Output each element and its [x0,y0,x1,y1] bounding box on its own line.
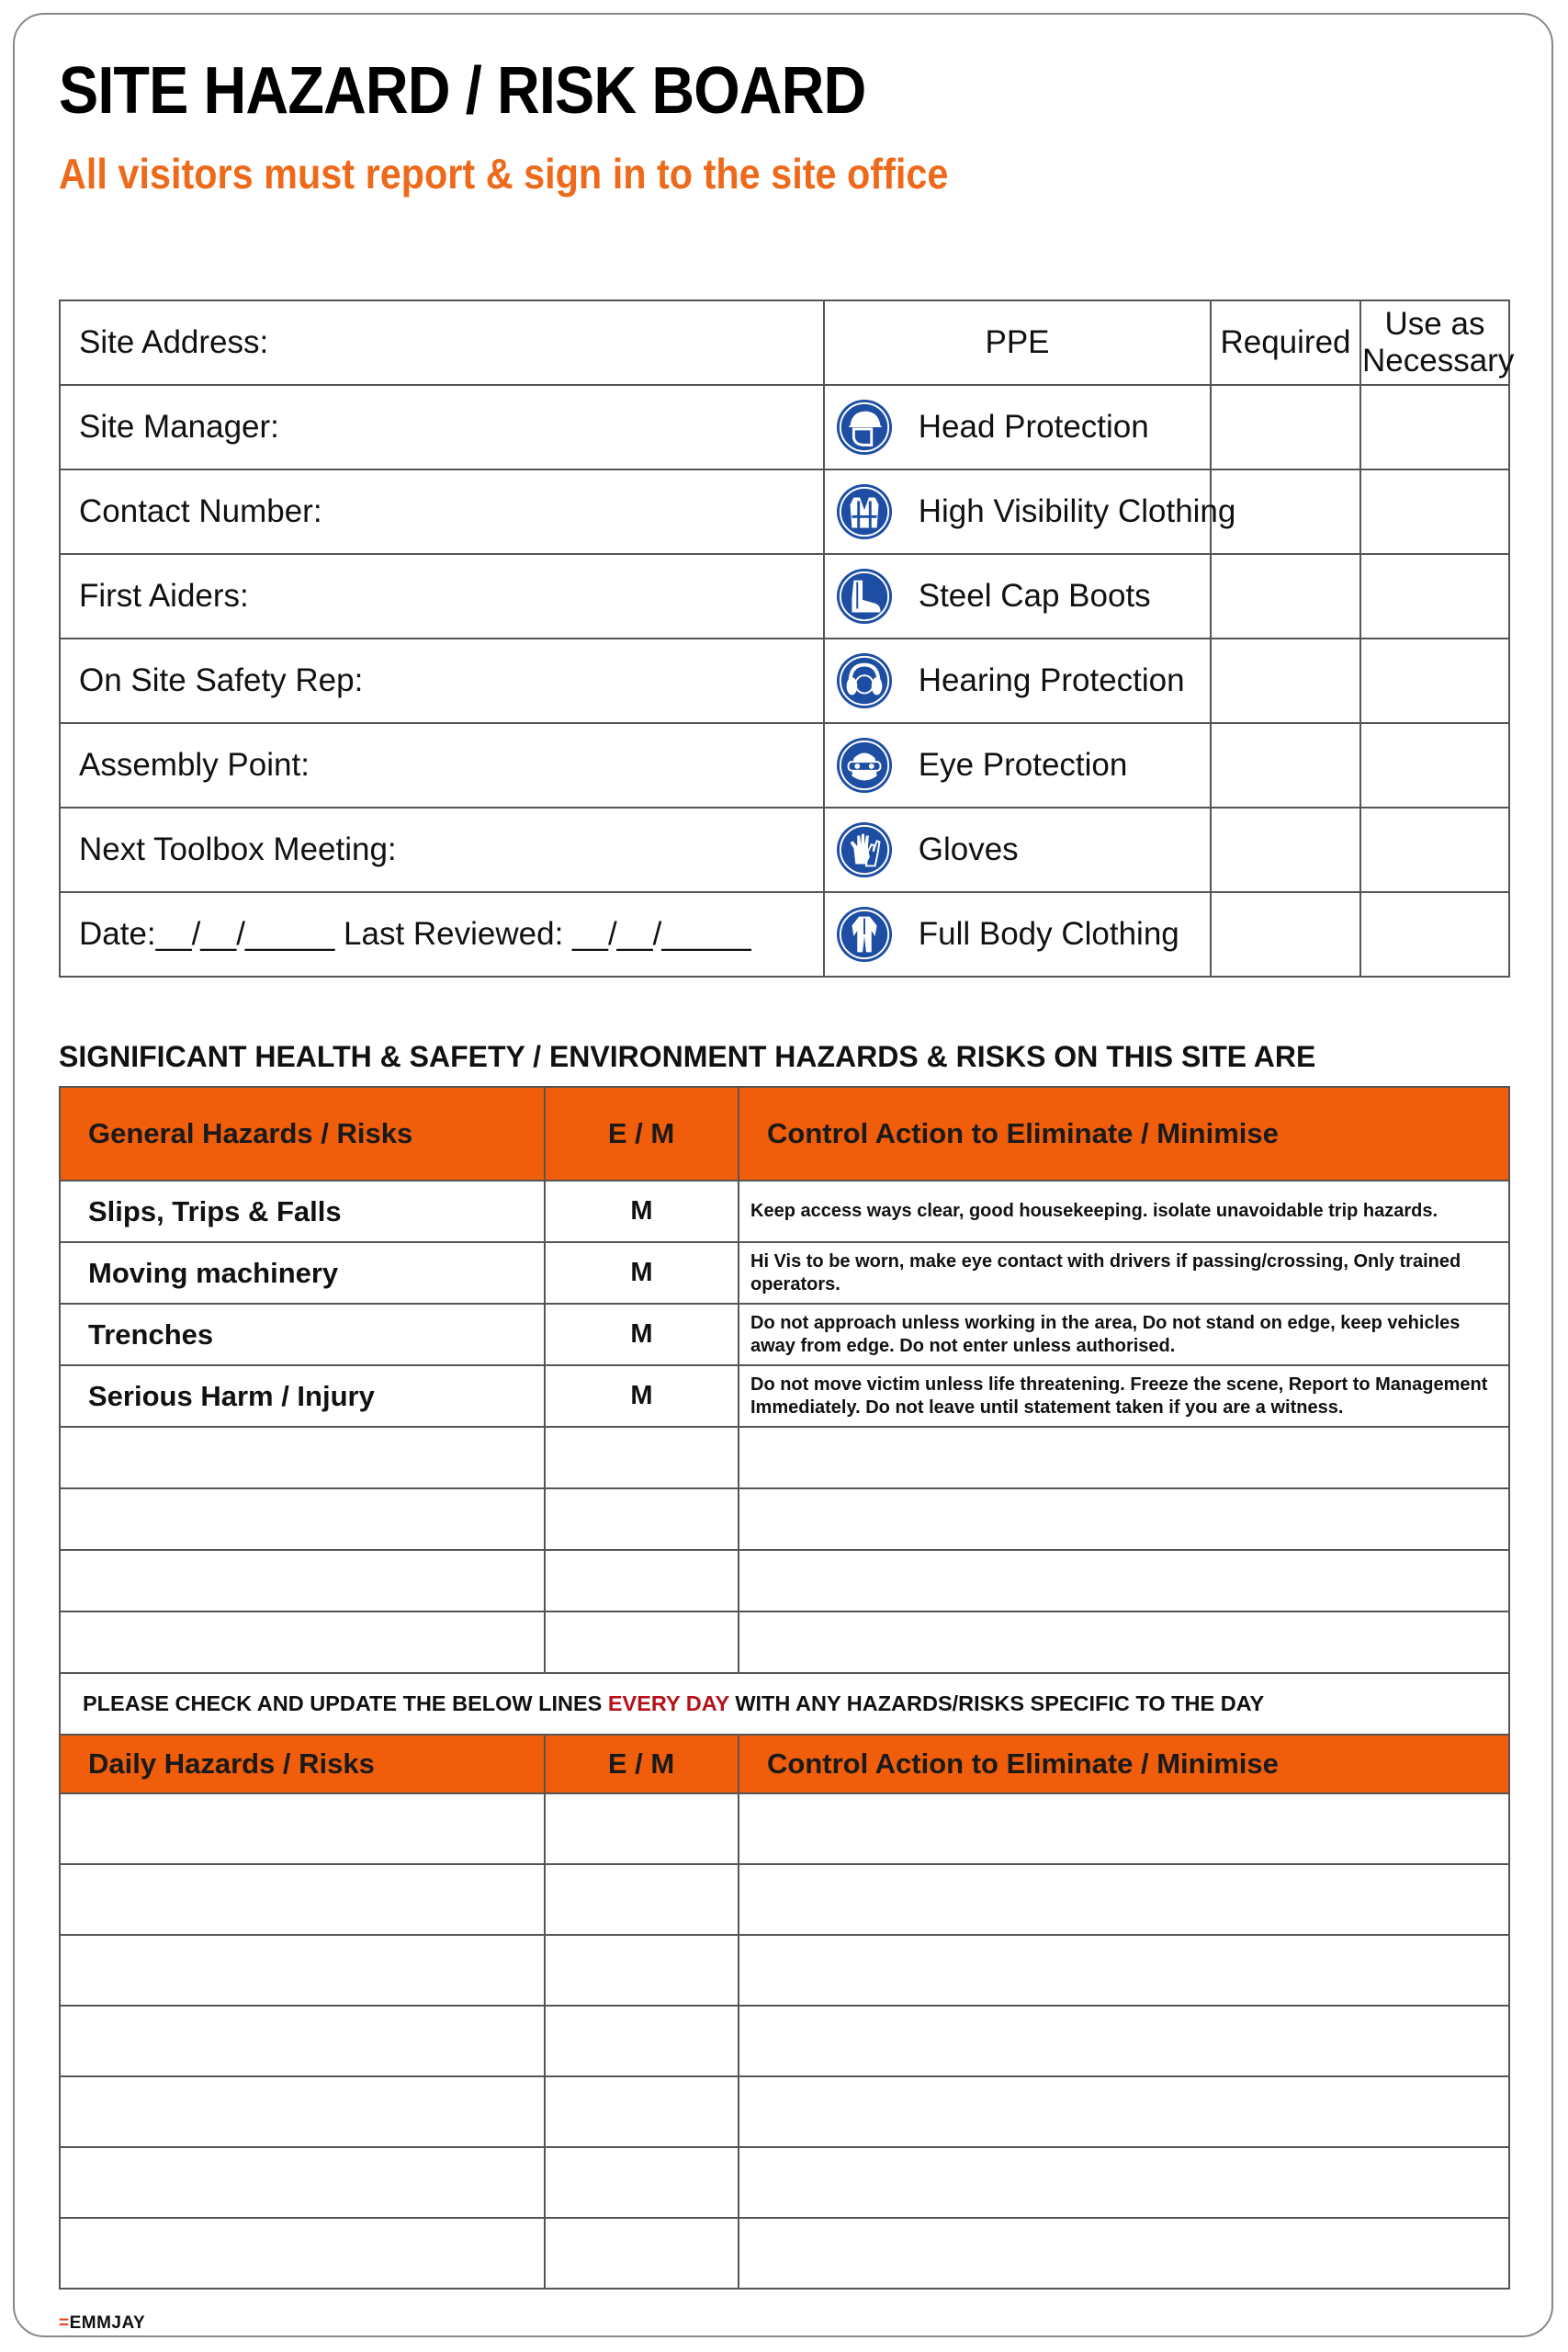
hazard-control: Hi Vis to be worn, make eye contact with drivers if passing/crossing, Only trained operators. [739,1242,1509,1304]
use-as-necessary-checkbox-cell[interactable] [1360,385,1509,469]
brand-logo [59,2313,145,2334]
blank-cell[interactable] [545,1935,739,2006]
empty-row [60,1488,1509,1550]
blank-cell[interactable] [545,2076,739,2147]
use-as-necessary-checkbox-cell[interactable] [1360,554,1509,639]
site-address-label: Site Address: [60,300,824,385]
eye-protection-icon [836,737,893,794]
hazards-section-title: SIGNIFICANT HEALTH & SAFETY / ENVIRONMENT HAZARDS & RISKS ON THIS SITE ARE [59,1040,1316,1073]
blank-cell[interactable] [60,2006,545,2076]
blank-cell[interactable] [545,1488,739,1550]
table-row [60,1242,1509,1304]
hazard-name: Serious Harm / Injury [60,1365,545,1427]
hearing-protection-icon [836,652,893,709]
blank-cell[interactable] [60,2147,545,2218]
required-checkbox-cell[interactable] [1211,808,1360,892]
hazard-em: M [545,1304,739,1365]
blank-cell[interactable] [545,2006,739,2076]
gloves-icon [836,821,893,878]
daily-row [60,1793,1509,1864]
empty-row [60,1611,1509,1673]
daily-control-action-header: Control Action to Eliminate / Minimise [739,1735,1509,1793]
blank-cell[interactable] [739,2218,1509,2289]
use-as-necessary-checkbox-cell[interactable] [1360,469,1509,554]
hazard-control: Do not move victim unless life threatening. Freeze the scene, Report to Management Immediately. Do not leave until statement taken if you are a witness. [739,1365,1509,1427]
daily-em-header: E / M [545,1735,739,1793]
daily-header-row [60,1735,1509,1793]
use-as-necessary-checkbox-cell[interactable] [1360,639,1509,723]
hazard-name: Trenches [60,1304,545,1365]
ppe-item-label: Hearing Protection [918,662,1185,698]
blank-cell[interactable] [739,2006,1509,2076]
notice-text-after: WITH ANY HAZARDS/RISKS SPECIFIC TO THE DAY [728,1691,1265,1715]
daily-row [60,1864,1509,1935]
hazards-table [59,1086,1510,2290]
ppe-item-head [824,385,1211,469]
blank-cell[interactable] [60,1793,545,1864]
ppe-item-hi-vis [824,469,1236,554]
blank-cell[interactable] [739,1935,1509,2006]
blank-cell[interactable] [60,1864,545,1935]
notice-text-before: PLEASE CHECK AND UPDATE THE BELOW LINES [83,1691,608,1715]
empty-row [60,1427,1509,1488]
blank-cell[interactable] [739,1793,1509,1864]
high-visibility-vest-icon [836,483,893,540]
page-title: SITE HAZARD / RISK BOARD [59,54,866,128]
blank-cell[interactable] [60,1935,545,2006]
hazard-name: Slips, Trips & Falls [60,1181,545,1242]
daily-row [60,2006,1509,2076]
table-row [60,1181,1509,1242]
required-checkbox-cell[interactable] [1211,639,1360,723]
blank-cell[interactable] [739,1427,1509,1488]
general-hazards-header: General Hazards / Risks [60,1087,545,1181]
hazard-control: Do not approach unless working in the area, Do not stand on edge, keep vehicles away from edge. Do not enter unless authorised. [739,1304,1509,1365]
ppe-item-label: High Visibility Clothing [918,493,1236,529]
safety-rep-label: On Site Safety Rep: [60,639,824,723]
required-checkbox-cell[interactable] [1211,385,1360,469]
blank-cell[interactable] [60,2218,545,2289]
ppe-item-body [824,892,1211,977]
site-manager-label: Site Manager: [60,385,824,469]
required-checkbox-cell[interactable] [1211,723,1360,808]
ppe-item-hearing [824,639,1211,723]
blank-cell[interactable] [739,1550,1509,1611]
blank-cell[interactable] [739,2076,1509,2147]
hazard-em: M [545,1365,739,1427]
blank-cell[interactable] [545,2218,739,2289]
blank-cell[interactable] [545,1550,739,1611]
brand-name: EMMJAY [69,2313,146,2333]
site-info-table [59,300,1515,978]
empty-row [60,1550,1509,1611]
head-protection-icon [836,399,893,456]
daily-row [60,2076,1509,2147]
ppe-item-gloves [824,808,1211,892]
blank-cell[interactable] [545,1864,739,1935]
date-review-line: Date:__/__/_____ Last Reviewed: __/__/_____ [60,892,824,977]
assembly-point-label: Assembly Point: [60,723,824,808]
blank-cell[interactable] [739,1611,1509,1673]
required-checkbox-cell[interactable] [1211,892,1360,977]
blank-cell[interactable] [545,1793,739,1864]
daily-row [60,1935,1509,2006]
daily-notice-row [60,1673,1509,1735]
control-action-header: Control Action to Eliminate / Minimise [739,1087,1509,1181]
daily-row [60,2218,1509,2289]
ppe-header: PPE [824,300,1211,385]
daily-hazards-header: Daily Hazards / Risks [60,1735,545,1793]
hazards-header-row [60,1087,1509,1181]
ppe-item-eye [824,723,1211,808]
em-header: E / M [545,1087,739,1181]
blank-cell[interactable] [60,1611,545,1673]
first-aiders-label: First Aiders: [60,554,824,639]
daily-row [60,2147,1509,2218]
blank-cell[interactable] [739,2147,1509,2218]
contact-number-label: Contact Number: [60,469,824,554]
blank-cell[interactable] [739,1488,1509,1550]
table-row [60,1304,1509,1365]
use-as-necessary-header: Use as Necessary [1360,300,1509,385]
blank-cell[interactable] [545,1611,739,1673]
full-body-clothing-icon [836,906,893,963]
hazard-name: Moving machinery [60,1242,545,1304]
toolbox-meeting-label: Next Toolbox Meeting: [60,808,824,892]
daily-notice [60,1673,1509,1735]
table-row [60,1365,1509,1427]
use-as-necessary-checkbox-cell[interactable] [1360,892,1509,977]
notice-highlight: EVERY DAY [607,1691,729,1715]
ppe-item-label: Head Protection [918,409,1149,445]
brand-mark: = [59,2313,70,2333]
use-as-necessary-checkbox-cell[interactable] [1360,808,1509,892]
blank-cell[interactable] [60,2076,545,2147]
blank-cell[interactable] [60,1550,545,1611]
ppe-item-label: Gloves [918,831,1019,867]
ppe-item-label: Full Body Clothing [918,916,1179,952]
hazard-em: M [545,1242,739,1304]
required-checkbox-cell[interactable] [1211,554,1360,639]
blank-cell[interactable] [739,1864,1509,1935]
blank-cell[interactable] [545,2147,739,2218]
required-header: Required [1211,300,1360,385]
hazard-em: M [545,1181,739,1242]
use-as-necessary-checkbox-cell[interactable] [1360,723,1509,808]
subtitle: All visitors must report & sign in to the site office [59,150,949,198]
hazard-control: Keep access ways clear, good housekeeping. isolate unavoidable trip hazards. [739,1181,1509,1242]
blank-cell[interactable] [60,1427,545,1488]
ppe-item-boots [824,554,1211,639]
ppe-item-label: Steel Cap Boots [918,578,1151,614]
ppe-item-label: Eye Protection [918,747,1128,783]
steel-cap-boots-icon [836,568,893,625]
blank-cell[interactable] [60,1488,545,1550]
blank-cell[interactable] [545,1427,739,1488]
